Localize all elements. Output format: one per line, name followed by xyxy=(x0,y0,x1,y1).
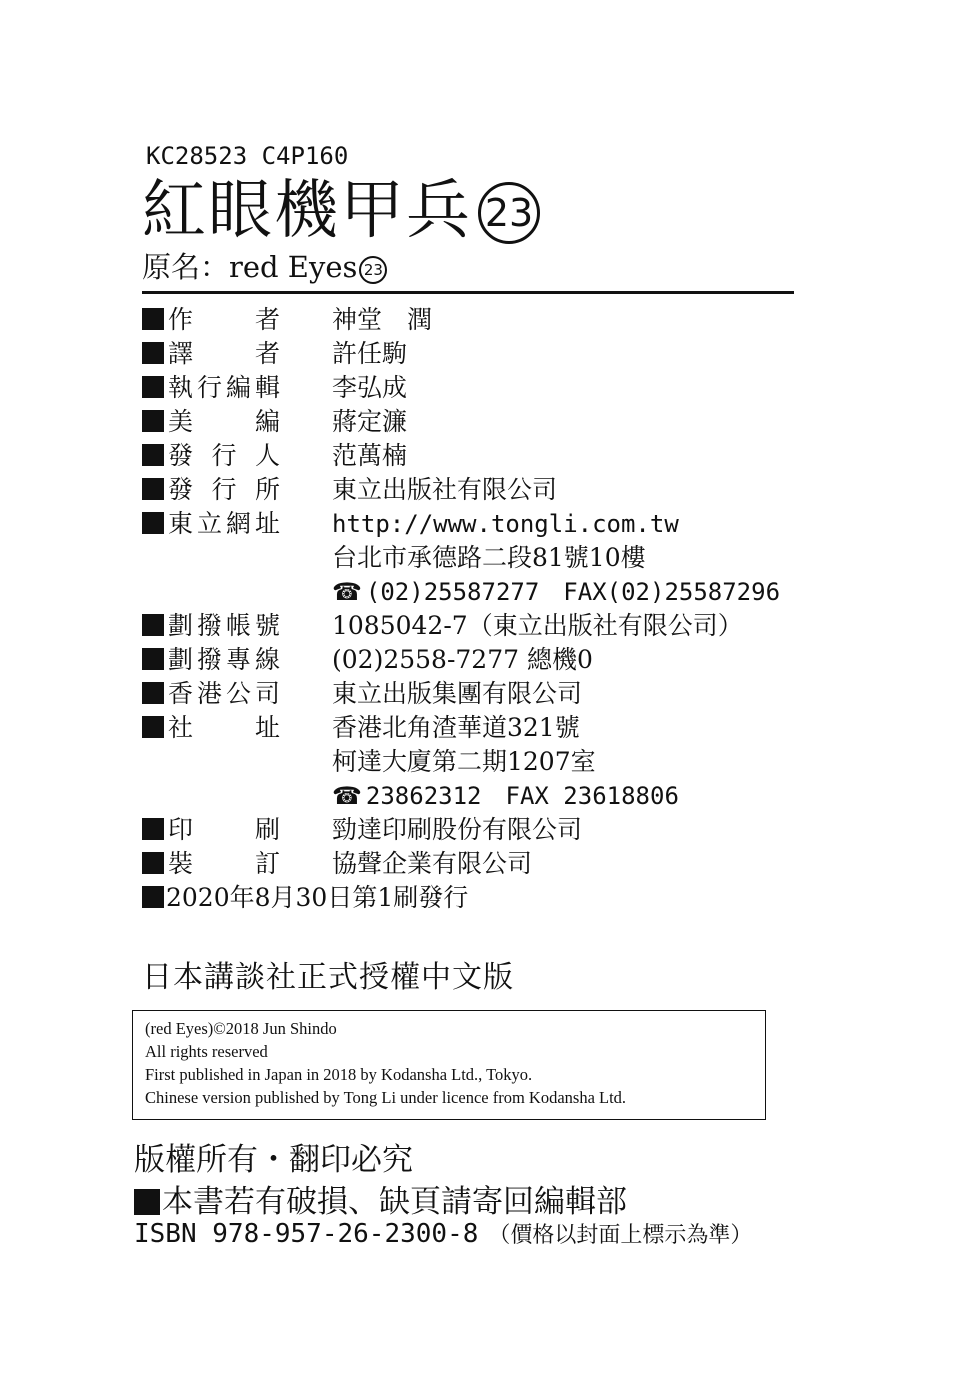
price-note: （價格以封面上標示為準） xyxy=(488,1223,753,1248)
damage-notice xyxy=(134,1176,627,1221)
info-value: 柯達大廈第二期1207室 xyxy=(332,747,596,776)
copyright-box xyxy=(132,1010,766,1120)
title-text: 紅眼機甲兵 xyxy=(142,174,472,248)
book-title xyxy=(142,176,540,246)
info-row-website xyxy=(142,507,679,541)
info-value: 台北市承德路二段81號10樓 xyxy=(332,543,646,572)
phone-icon: ☎ xyxy=(332,782,362,810)
bullet-square xyxy=(142,342,164,364)
info-row-publisher-person xyxy=(142,439,408,473)
info-value: 神堂 潤 xyxy=(332,305,433,334)
info-value: (02)2558-7277 總機0 xyxy=(332,645,593,674)
copyright-line: All rights reserved xyxy=(145,1042,268,1061)
info-row-editor xyxy=(142,371,408,405)
copyright-line: (red Eyes)©2018 Jun Shindo xyxy=(145,1019,337,1038)
info-label: 東立網址 xyxy=(168,509,280,538)
bullet-square xyxy=(142,648,164,670)
bullet-square xyxy=(142,682,164,704)
info-value: 勁達印刷股份有限公司 xyxy=(332,815,583,844)
info-label: 發行所 xyxy=(168,475,280,504)
bullet-square xyxy=(142,478,164,500)
bullet-square xyxy=(142,410,164,432)
info-label: 美 編 xyxy=(168,407,280,436)
info-label: 社 址 xyxy=(168,713,280,742)
info-value: 東立出版集團有限公司 xyxy=(332,679,583,708)
bullet-square xyxy=(142,512,164,534)
damage-notice-text: 本書若有破損、缺頁請寄回編輯部 xyxy=(162,1184,627,1220)
info-value xyxy=(332,779,679,813)
isbn-line xyxy=(134,1218,752,1249)
info-value: 協聲企業有限公司 xyxy=(332,849,533,878)
phone-fax-text: 23862312 FAX 23618806 xyxy=(365,782,679,810)
bullet-square xyxy=(142,444,164,466)
catalog-code: KC28523 C4P160 xyxy=(146,142,349,170)
info-label: 作 者 xyxy=(168,305,280,334)
phone-icon: ☎ xyxy=(332,578,362,606)
info-value: 李弘成 xyxy=(332,373,408,402)
info-value: 范萬楠 xyxy=(332,441,408,470)
info-label: 香港公司 xyxy=(168,679,280,708)
phone-fax-text: (02)25587277 FAX(02)25587296 xyxy=(365,578,781,606)
info-row-author xyxy=(142,303,433,337)
info-row-postal-line xyxy=(142,643,593,677)
info-row-print-date xyxy=(142,881,468,915)
bullet-square xyxy=(142,308,164,330)
info-value: 1085042-7（東立出版社有限公司） xyxy=(332,611,743,640)
info-value: 東立出版社有限公司 xyxy=(332,475,558,504)
info-label: 執行編輯 xyxy=(168,373,280,402)
info-label: 譯 者 xyxy=(168,339,280,368)
bullet-square xyxy=(142,716,164,738)
info-label: 裝 訂 xyxy=(168,849,280,878)
info-label: 發行人 xyxy=(168,441,280,470)
original-volume-badge: 23 xyxy=(359,256,387,284)
info-row-hk-company xyxy=(142,677,583,711)
rights-reserved: 版權所有・翻印必究 xyxy=(134,1142,413,1178)
title-divider xyxy=(142,291,794,294)
print-date: 2020年8月30日第1刷發行 xyxy=(166,883,469,912)
copyright-line: First published in Japan in 2018 by Kodansha Ltd., Tokyo. xyxy=(145,1065,533,1084)
info-row-publisher xyxy=(142,473,558,507)
original-title xyxy=(142,250,387,284)
info-value xyxy=(332,575,780,609)
bullet-square xyxy=(142,614,164,636)
bullet-square xyxy=(142,886,164,908)
isbn: ISBN 978-957-26-2300-8 xyxy=(134,1219,479,1249)
info-row-printer xyxy=(142,813,583,847)
bullet-square xyxy=(134,1189,160,1215)
bullet-square xyxy=(142,818,164,840)
website-link[interactable]: http://www.tongli.com.tw xyxy=(332,510,679,538)
info-value: 許任駒 xyxy=(332,339,408,368)
info-label: 劃撥專線 xyxy=(168,645,280,674)
volume-badge: 23 xyxy=(478,182,540,244)
bullet-square xyxy=(142,852,164,874)
copyright-line: Chinese version published by Tong Li under licence from Kodansha Ltd. xyxy=(145,1088,627,1107)
info-value: 香港北角渣華道321號 xyxy=(332,713,580,742)
info-row-designer xyxy=(142,405,408,439)
info-row-postal-account xyxy=(142,609,743,643)
info-label: 劃撥帳號 xyxy=(168,611,280,640)
bullet-square xyxy=(142,376,164,398)
authorization-statement: 日本講談社正式授權中文版 xyxy=(142,960,514,995)
info-row-binder xyxy=(142,847,533,881)
info-row-translator xyxy=(142,337,408,371)
info-label: 印 刷 xyxy=(168,815,280,844)
original-title-text: 原名：red Eyes xyxy=(142,250,358,284)
info-row-hk-address xyxy=(142,711,580,745)
info-value: 蔣定濂 xyxy=(332,407,408,436)
